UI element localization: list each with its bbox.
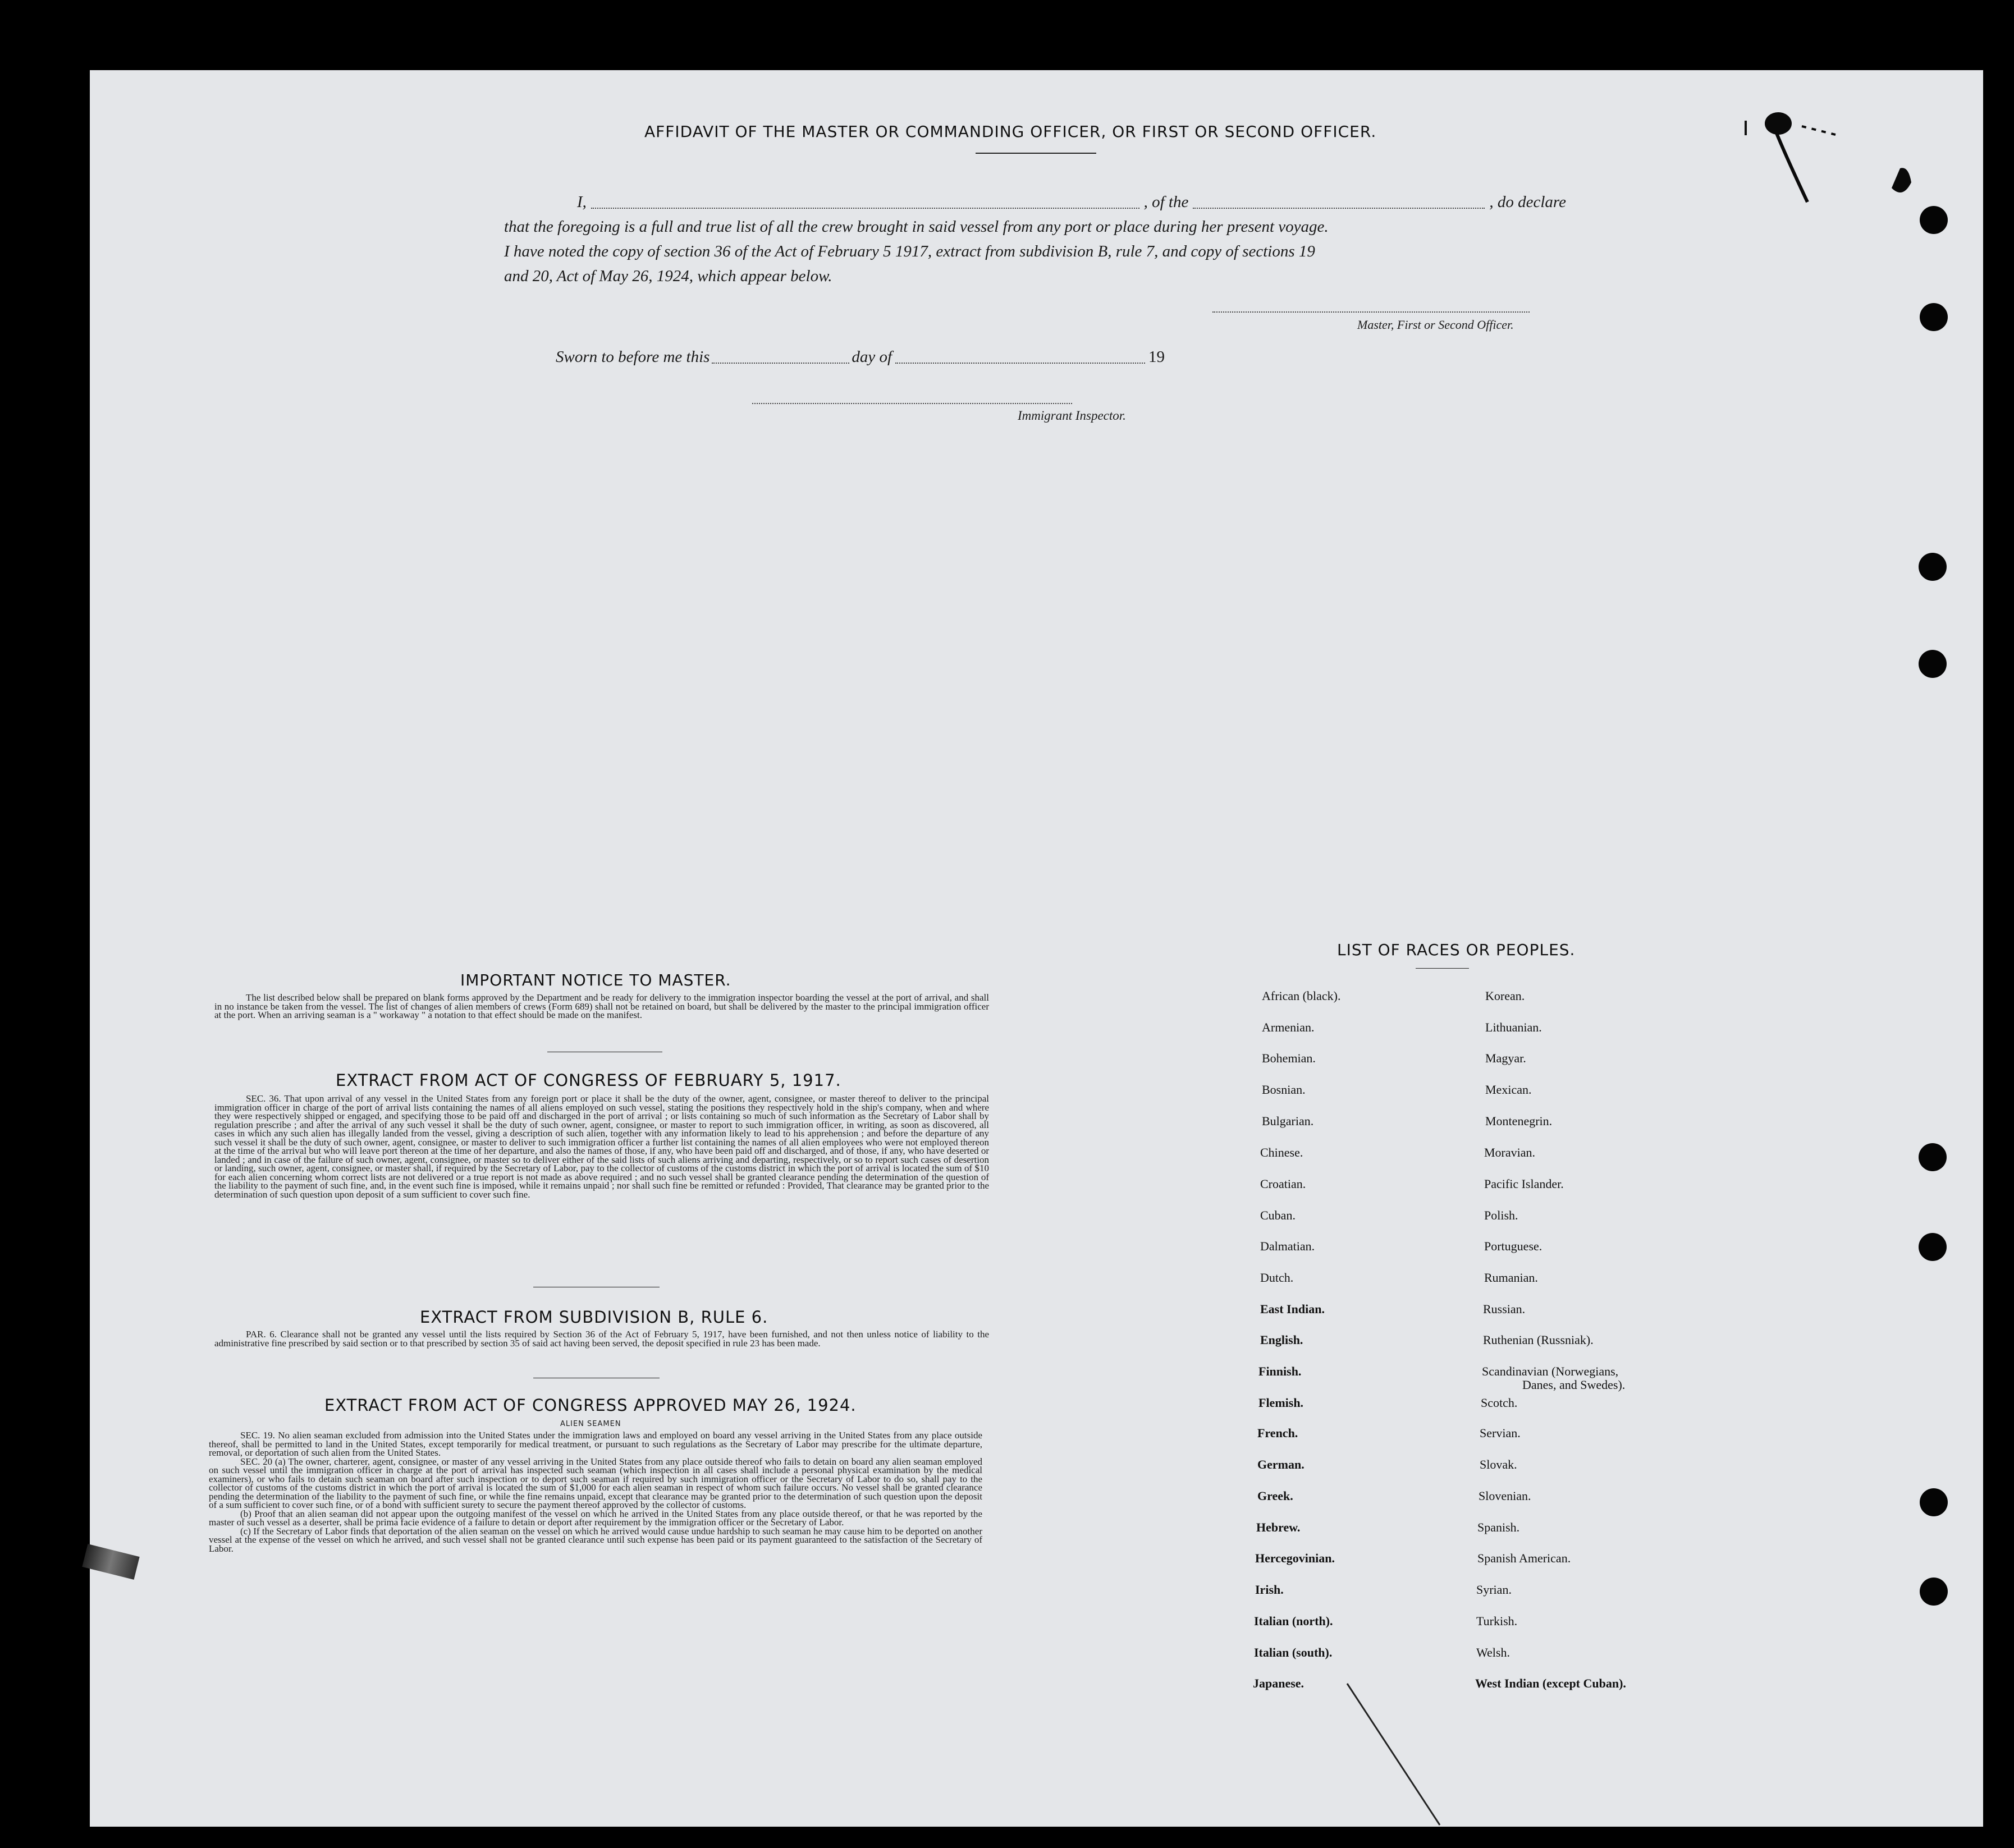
sworn-month-blank [895,345,1145,364]
sec-20a-paragraph: SEC. 20 (a) The owner, charterer, agent, consignee, or master of any vessel arriving in the United States from any place outside thereof who fails to detain on board any alien seaman employed on such vessel until the immigration officer in charge at the port of arrival has inspected such seaman (which inspection in all cases shall include a personal physical examination by the medical examiners), or who fails to detain such seaman on board after such inspection or to deport such seaman if required by such immigration officer or the Secretary of Labor to do so, shall pay to the collector of customs of the customs district in which the port of arrival is located the sum of $1,000 for each alien seaman in respect of whom such failure occurs. No vessel shall be granted clearance pending the determination of the liability to the payment of such fine, or while the fine remains unpaid, except that clearance may be granted prior to the determination of such question upon the deposit of a sum sufficient to cover such fine, or of a bond with sufficient surety to secure the payment thereof approved by the collector of customs. [209,1456,982,1510]
section-36-paragraph: SEC. 36. That upon arrival of any vessel in the United States from any foreign port or place it shall be the duty of the owner, agent, consignee, or master thereof to deliver to the principal immigration officer in charge of the port of arrival lists containing the names of all aliens employed on such vessel, stating the positions they respectively hold in the ship's company, when and where they were respectively shipped or engaged, and specifying those to be paid off and discharged in the port of arrival ; or lists containing so much of such information as the Secretary of Labor shall by regulation prescribe ; and after the arrival of any such vessel it shall be the duty of such owner, agent, consignee, or master to report to such immigration officer, in writing, as soon as discovered, all cases in which any such alien has illegally landed from the vessel, giving a description of such alien, together with any information likely to lead to his apprehension ; and before the departure of any such vessel it shall be the duty of such owner, agent, consignee, or master to deliver to such immigration officer a further list containing the names of all alien employees who were not employed thereon at the time of the arrival but who will leave port thereon at the time of her departure, and also the names of those, if any, who have been paid off and discharged, and of those, if any, who have deserted or landed ; and in case of the failure of such owner, agent, consignee, or master so to deliver either of the said lists of such aliens arriving and departing, respectively, or so to report such cases of desertion or landing, such owner, agent, consignee, or master shall, if required by the Secretary of Labor, pay to the collector of customs of the customs district in which the port of arrival is located the sum of $10 for each alien concerning whom correct lists are not delivered or a true report is not made as above required ; and no such vessel shall be granted clearance pending the determination of the question of the liability to the payment of such fine, and, in the event such fine is imposed, while it remains unpaid ; nor shall such fine be remitted or refunded : Provided, That clearance may be granted prior to the determination of such question upon deposit of a sum sufficient to cover such fine. [214,1093,989,1200]
declaration-do-declare: , do declare [1489,193,1566,211]
race-left-item: Japanese. [1253,1676,1304,1690]
notice-title: IMPORTANT NOTICE TO MASTER. [460,971,731,989]
sworn-line [556,345,1165,369]
declaration-i: I, [577,193,587,211]
race-right-item: Russian. [1483,1302,1526,1316]
race-left-item: German. [1257,1457,1304,1471]
race-right-item: Polish. [1484,1208,1518,1222]
punch-hole [1919,1143,1947,1171]
sec-20c-paragraph: (c) If the Secretary of Labor finds that deportation of the alien seaman on the vessel on which he arrived would cause undue hardship to such seaman he may cause him to be deported on another vessel at the expense of the vessel on which he arrived, and such vessel shall not be granted clearance until such expense has been paid or its payment guaranteed to the satisfaction of the Secretary of Labor. [209,1525,982,1554]
race-left-item: Dalmatian. [1260,1239,1315,1253]
race-right-item: Ruthenian (Russniak). [1483,1333,1594,1347]
extract-1924-title: EXTRACT FROM ACT OF CONGRESS APPROVED MAY 26, 1924. [324,1396,857,1415]
race-left-item: Irish. [1255,1583,1284,1597]
declaration-of-the: , of the [1143,193,1189,211]
stray-pencil-line [1336,1678,1448,1829]
race-left-item: Cuban. [1260,1208,1296,1222]
extract-1917-text [214,1094,989,1199]
name-blank [591,190,1139,209]
race-right-item: Magyar. [1485,1051,1526,1065]
race-right-item: Mexican. [1485,1083,1532,1097]
race-left-item: Italian (south). [1254,1645,1333,1659]
extract-1917-title: EXTRACT FROM ACT OF CONGRESS OF FEBRUARY 5, 1917. [336,1071,841,1090]
declaration-line-2: that the foregoing is a full and true list of all the crew brought in said vessel from any port or place during her present voyage. [504,218,1329,236]
race-right-item: Korean. [1485,989,1525,1003]
race-left-item: Bulgarian. [1262,1114,1314,1128]
race-right-item: Rumanian. [1484,1271,1538,1285]
race-right-item: Spanish American. [1477,1551,1571,1565]
sworn-label: Sworn to before me this [556,348,710,366]
punch-hole [1920,303,1948,331]
vessel-blank [1193,190,1485,209]
race-right-item: Portuguese. [1484,1239,1542,1253]
race-left-item: Armenian. [1262,1020,1315,1034]
punch-hole [1920,1578,1948,1606]
notice-paragraph: The list described below shall be prepared on blank forms approved by the Department and be ready for delivery to the immigration inspector boarding the vessel at the port of arrival, and shall in no instance be taken from the vessel. The list of changes of alien members of crews (Form 689) shall not be retained on board, but shall be delivered by the master to the principal immigration officer at the port. When an arriving seaman is a " workaway " a notation to that effect should be made on the manifest. [214,992,989,1020]
affidavit-title: AFFIDAVIT OF THE MASTER OR COMMANDING OFFICER, OR FIRST OR SECOND OFFICER. [644,122,1377,141]
signature-line [1212,311,1530,313]
race-left-item: English. [1260,1333,1303,1347]
race-left-item: French. [1257,1426,1298,1440]
sworn-year: 19 [1148,348,1165,366]
race-right-item: Servian. [1480,1426,1521,1440]
declaration-line-3: I have noted the copy of section 36 of the Act of February 5 1917, extract from subdivision B, rule 7, and copy of sections 19 [504,242,1315,260]
signature-label: Master, First or Second Officer. [1357,318,1514,332]
race-left-item: Chinese. [1260,1145,1303,1159]
alien-seamen-subtitle: ALIEN SEAMEN [560,1420,621,1428]
race-right-item: West Indian (except Cuban). [1475,1676,1626,1690]
race-left-item: Finnish. [1258,1364,1302,1378]
notice-text [214,993,989,1020]
punch-hole [1919,553,1947,581]
race-left-item: Greek. [1257,1489,1293,1503]
title-underline [976,153,1096,154]
race-right-item: Scotch. [1481,1396,1518,1410]
sworn-day-label: day of [852,348,892,366]
race-left-item: Bosnian. [1262,1083,1306,1097]
race-right-item: Turkish. [1476,1614,1518,1628]
document-page [90,70,1983,1827]
race-left-item: Hebrew. [1256,1520,1301,1534]
race-left-item: East Indian. [1260,1302,1325,1316]
punch-hole [1919,1233,1947,1261]
race-left-item: Italian (north). [1254,1614,1333,1628]
race-right-item: Syrian. [1476,1583,1512,1597]
inspector-label: Immigrant Inspector. [1018,409,1126,423]
race-right-item: Slovenian. [1479,1489,1531,1503]
race-right-item: Pacific Islander. [1484,1177,1564,1191]
race-left-item: Croatian. [1260,1177,1306,1191]
sworn-date-blank [712,345,849,364]
extract-1924-text [209,1431,982,1553]
race-right-item: Welsh. [1476,1645,1510,1659]
race-left-item: Hercegovinian. [1255,1551,1335,1565]
race-right-item: Moravian. [1484,1145,1536,1159]
race-right-item: Scandinavian (Norwegians, [1482,1364,1619,1378]
race-left-item: Bohemian. [1262,1051,1316,1065]
declaration-line-4: and 20, Act of May 26, 1924, which appear below. [504,267,832,285]
punch-hole [1919,650,1947,678]
races-underline [1416,968,1469,969]
sec-19-paragraph: SEC. 19. No alien seaman excluded from admission into the United States under the immigration laws and employed on board any vessel arriving in the United States from any place outside thereof, shall be permitted to land in the United States, except temporarily for medical treatment, or pursuant to such regulations as the Secretary of Labor may prescribe for the ultimate departure, removal, or deportation of such alien from the United States. [209,1430,982,1458]
par-6-paragraph: PAR. 6. Clearance shall not be granted any vessel until the lists required by Section 36 of the Act of February 5, 1917, have been furnished, and not then unless notice of liability to the administrative fine prescribed by said section or to that prescribed by section 35 of said act having been served, the deposit specified in rule 23 has been made. [214,1329,989,1349]
race-right-item: Slovak. [1480,1457,1517,1471]
punch-hole [1920,1488,1948,1516]
race-right-item: Spanish. [1477,1520,1520,1534]
race-left-item: Flemish. [1258,1396,1304,1410]
race-right-item-continued: Danes, and Swedes). [1522,1378,1626,1392]
subdivision-text [214,1330,989,1347]
race-right-item: Lithuanian. [1485,1020,1542,1034]
race-left-item: African (black). [1262,989,1341,1003]
subdivision-title: EXTRACT FROM SUBDIVISION B, RULE 6. [420,1308,768,1327]
race-right-item: Montenegrin. [1485,1114,1553,1128]
ink-blot-mark [1740,104,1931,216]
inspector-signature-line [752,403,1072,404]
sec-20b-paragraph: (b) Proof that an alien seaman did not appear upon the outgoing manifest of the vessel on which he arrived in the United States from any place outside thereof, or that he was reported by the master of such vessel as a deserter, shall be prima facie evidence of a failure to detain or deport after requirement by the immigration officer or the Secretary of Labor. [209,1508,982,1528]
races-title: LIST OF RACES OR PEOPLES. [1337,941,1576,959]
race-left-item: Dutch. [1260,1271,1294,1285]
affidavit-declaration [504,190,1566,288]
